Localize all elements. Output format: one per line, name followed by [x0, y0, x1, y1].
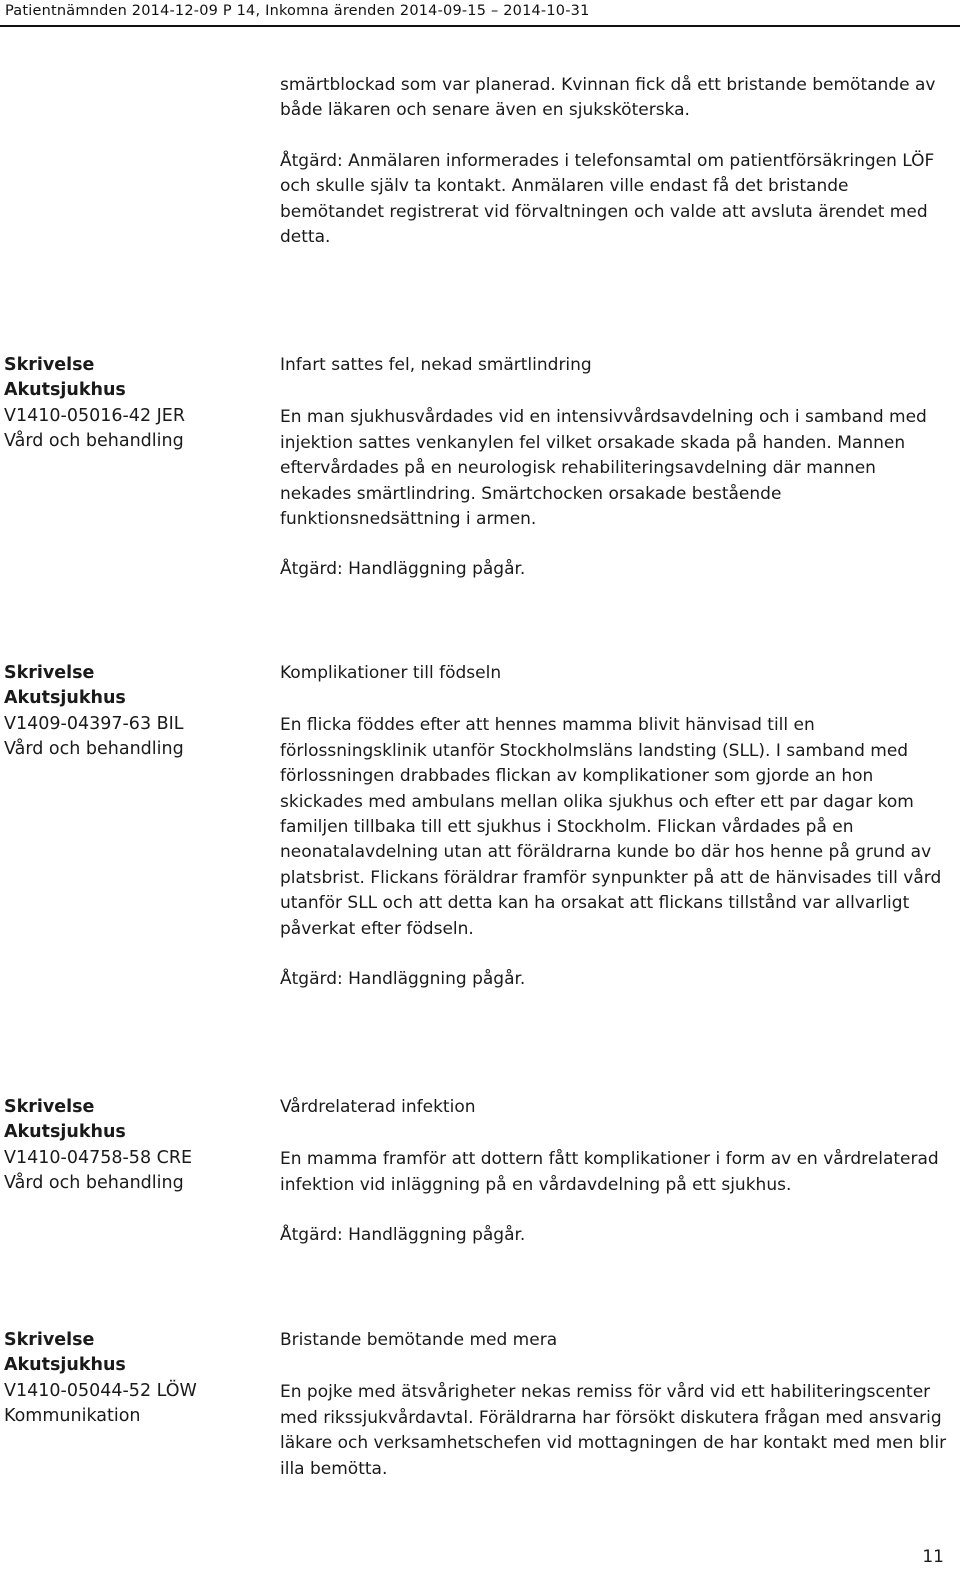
case-type: Skrivelse	[4, 1097, 95, 1117]
case-action: Åtgärd: Handläggning pågår.	[280, 559, 526, 580]
intro-action-paragraph: Åtgärd: Anmälaren informerades i telefonsamtal om patientförsäkringen LÖF och skulle själv ta kontakt. Anmälaren ville endast få det bristande bemötandet registrerat vid förvaltningen och valde att avsluta ärendet med detta.	[280, 150, 935, 248]
case-action: Åtgärd: Handläggning pågår.	[280, 969, 526, 990]
case-description: En mamma framför att dottern fått komplikationer i form av en vårdrelaterad infektion vid inläggning på en vårdavdelning på ett sjukhus.	[280, 1149, 939, 1195]
intro-paragraph: smärtblockad som var planerad. Kvinnan fick då ett bristande bemötande av både läkaren och senare även en sjuksköterska.	[280, 75, 936, 121]
header-title: Patientnämnden 2014-12-09 P 14, Inkomna ärenden 2014-09-15 – 2014-10-31	[5, 3, 590, 19]
case-organization: Akutsjukhus	[4, 380, 126, 401]
case-organization: Akutsjukhus	[4, 1355, 126, 1376]
case-content	[280, 353, 950, 583]
case-meta	[4, 1095, 264, 1197]
page-header	[0, 0, 960, 24]
case-organization: Akutsjukhus	[4, 1122, 126, 1143]
case-category: Kommunikation	[4, 1406, 141, 1427]
case-action: Åtgärd: Handläggning pågår.	[280, 1225, 526, 1246]
case-type: Skrivelse	[4, 663, 95, 683]
case-content	[280, 1095, 950, 1249]
case-content	[280, 661, 950, 992]
intro-continuation	[280, 73, 950, 250]
case-reference: V1409-04397-63 BIL	[4, 713, 184, 734]
case-meta	[4, 1328, 264, 1430]
case-type: Skrivelse	[4, 355, 95, 375]
case-reference: V1410-05044-52 LÖW	[4, 1380, 197, 1401]
case-description: En pojke med ätsvårigheter nekas remiss för vård vid ett habiliteringscenter med rikssjukvårdavtal. Föräldrarna har försökt diskutera frågan med ansvarig läkare och verksamhetschefen vid mottagningen de har kontakt med men blir illa bemötta.	[280, 1382, 947, 1479]
header-divider	[0, 25, 960, 27]
case-title: Infart sattes fel, nekad smärtlindring	[280, 355, 592, 375]
case-description: En flicka föddes efter att hennes mamma blivit hänvisad till en förlossningsklinik utanför Stockholmsläns landsting (SLL). I samband med förlossningen drabbades flickan av komplikationer som gjorde an hon skickades med ambulans mellan olika sjukhus och efter ett par dagar kom familjen tillbaka till ett sjukhus i Stockholm. Flickan vårdades på en neonatalavdelning utan att föräldrarna kunde bo där hos henne på grund av platsbrist. Flickans föräldrar framför synpunkter på att de hänvisades till vård utanför SLL och att detta kan ha orsakat att flickans tillstånd var allvarligt påverkat efter födseln.	[280, 715, 942, 939]
case-organization: Akutsjukhus	[4, 688, 126, 709]
case-title: Bristande bemötande med mera	[280, 1330, 558, 1350]
case-category: Vård och behandling	[4, 431, 184, 452]
case-meta	[4, 353, 264, 455]
case-reference: V1410-04758-58 CRE	[4, 1147, 193, 1168]
page-number: 11	[922, 1547, 944, 1567]
case-type: Skrivelse	[4, 1330, 95, 1350]
case-meta	[4, 661, 264, 763]
case-description: En man sjukhusvårdades vid en intensivvårdsavdelning och i samband med injektion sattes venkanylen fel vilket orsakade skada på handen. Mannen eftervårdades på en neurologisk rehabiliteringsavdelning där mannen nekades smärtlindring. Smärtchocken orsakade bestående funktionsnedsättning i armen.	[280, 407, 927, 530]
case-content	[280, 1328, 950, 1482]
case-category: Vård och behandling	[4, 739, 184, 760]
case-title: Vårdrelaterad infektion	[280, 1097, 476, 1117]
case-reference: V1410-05016-42 JER	[4, 405, 186, 426]
case-category: Vård och behandling	[4, 1173, 184, 1194]
case-title: Komplikationer till födseln	[280, 663, 502, 683]
